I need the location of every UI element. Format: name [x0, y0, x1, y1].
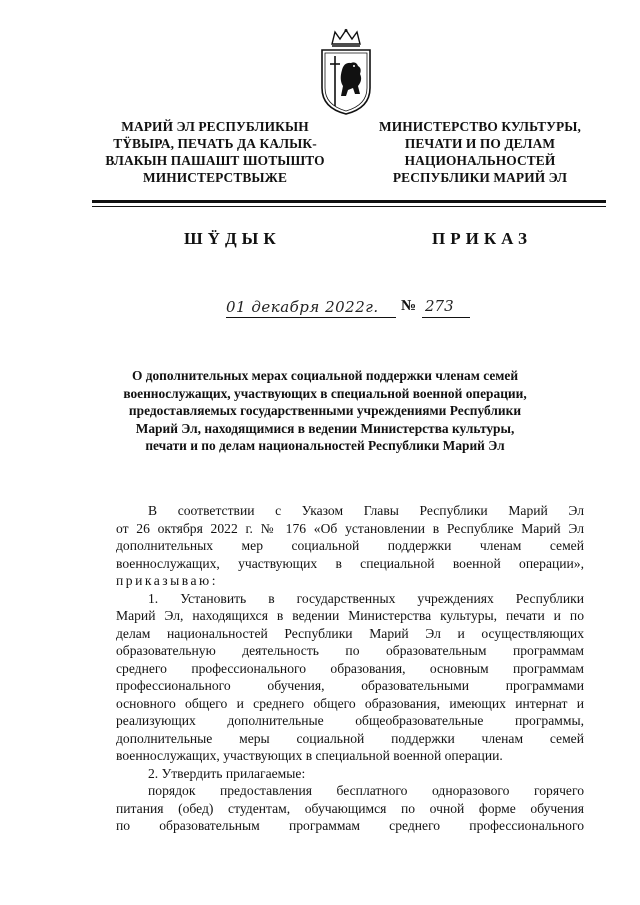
body-line: 2. Утвердить прилагаемые:: [148, 765, 306, 781]
header-left-line: МАРИЙ ЭЛ РЕСПУБЛИКЫН: [121, 119, 309, 134]
date-underline: [226, 317, 396, 318]
header-left-line: ТŸВЫРА, ПЕЧАТЬ ДА КАЛЫК-: [113, 136, 317, 151]
header-divider-thick: [92, 200, 606, 203]
header-right-line: НАЦИОНАЛЬНОСТЕЙ: [404, 153, 556, 168]
body-line: образовательную деятельность по образовательным программам: [116, 643, 584, 658]
header-right-line: МИНИСТЕРСТВО КУЛЬТУРЫ,: [378, 119, 582, 134]
handwritten-number: 273: [425, 297, 454, 315]
header-right-org-name: [360, 118, 600, 186]
body-line: реализующих дополнительные общеобразовательные программы,: [116, 713, 584, 728]
doc-kind-russian: ПРИКАЗ: [432, 229, 532, 248]
header-divider-thin: [92, 206, 606, 207]
body-line: делам национальностей Республики Марий Эл и осуществляющих: [116, 625, 584, 641]
header-left-line: МИНИСТЕРСТВЫЖЕ: [142, 170, 287, 185]
title-line: военнослужащих, участвующих в специальной военной операции,: [123, 385, 527, 401]
body-line: по образовательным программам среднего профессионального: [116, 818, 584, 833]
body-line: приказываю:: [116, 573, 218, 588]
body-line: профессионального обучения, образовательными программами: [116, 678, 584, 693]
header-right-line: РЕСПУБЛИКИ МАРИЙ ЭЛ: [392, 170, 568, 185]
registration-date: [226, 298, 396, 320]
title-line: предоставляемых государственными учреждениями Республики: [128, 403, 522, 419]
body-line: Марий Эл, находящихся в ведении Министерства культуры, печати и по: [116, 608, 584, 623]
body-line: порядок предоставления бесплатного одноразового горячего: [148, 783, 584, 798]
body-line: 1. Установить в государственных учреждениях Республики: [148, 590, 584, 606]
number-sign: №: [401, 298, 417, 314]
header-right-line: ПЕЧАТИ И ПО ДЕЛАМ: [404, 136, 556, 151]
handwritten-date: 01 декабря 2022г.: [226, 298, 379, 316]
body-line: дополнительные меры социальной поддержки членам семей: [116, 730, 584, 746]
header-left-line: ВЛАКЫН ПАШАШТ ШОТЫШТО: [105, 153, 325, 168]
title-line: Марий Эл, находящимися в ведении Министерства культуры,: [135, 420, 515, 436]
doc-kind-mari: ШŸДЫК: [184, 229, 281, 248]
title-line: печати и по делам национальностей Республики Марий Эл: [145, 438, 505, 454]
body-line: дополнительных мер социальной поддержки членам семей: [116, 538, 584, 553]
mari-el-coat-of-arms-icon: [318, 28, 374, 116]
document-body: [116, 502, 584, 835]
title-line: О дополнительных мерах социальной поддержки членам семей: [131, 368, 519, 383]
body-line: военнослужащих, участвующих в специальной военной операции»,: [116, 555, 584, 571]
body-line: от 26 октября 2022 г. № 176 «Об установлении в Республике Марий Эл: [116, 520, 584, 536]
body-line: питания (обед) студентам, обучающимся по очной форме обучения: [116, 800, 584, 816]
body-line: среднего профессионального образования, основным программам: [116, 660, 584, 676]
body-line: В соответствии с Указом Главы Республики Марий Эл: [148, 503, 584, 518]
body-line: военнослужащих, участвующих в специальной военной операции.: [116, 748, 503, 763]
document-title: [110, 367, 540, 455]
header-left-org-name: [84, 118, 346, 186]
body-line: основного общего и среднего общего образования, имеющих интернат и: [116, 695, 584, 711]
number-underline: [422, 317, 470, 318]
